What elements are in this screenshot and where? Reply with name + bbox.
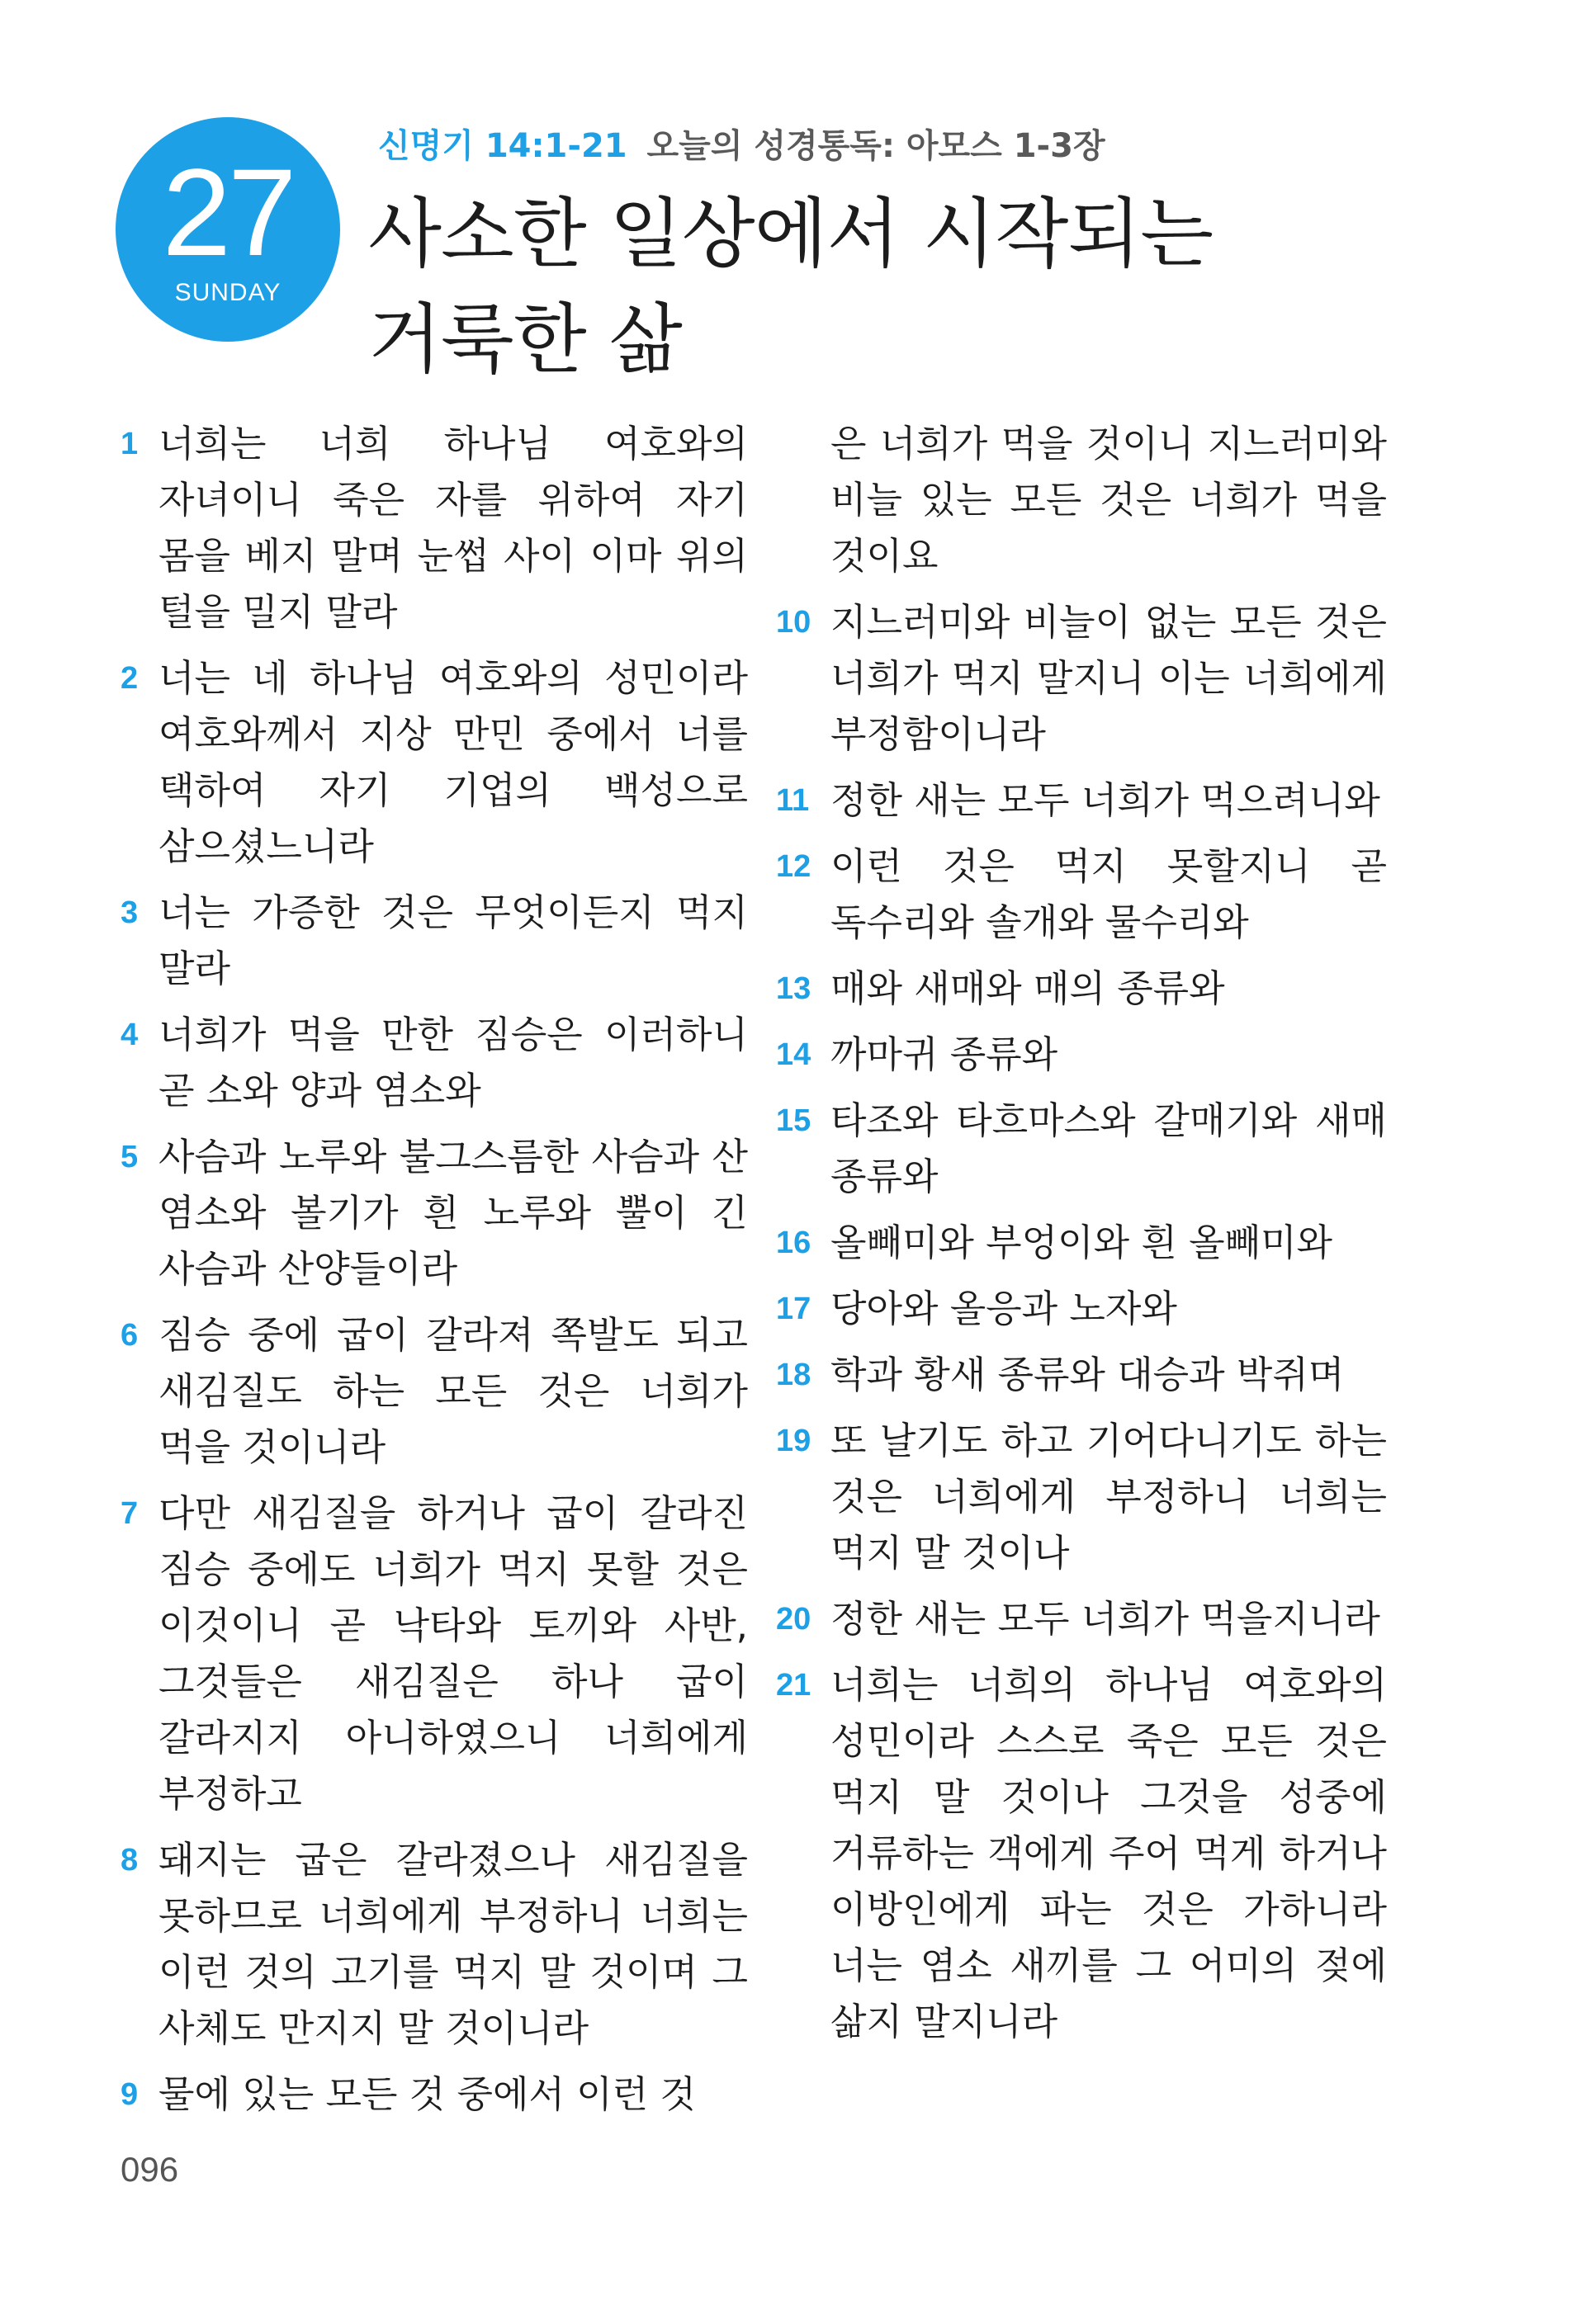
verse-number: 19 — [776, 1424, 811, 1458]
verse-text: 매와 새매와 매의 종류와 — [830, 966, 1225, 1010]
verse-text: 지느러미와 비늘이 없는 모든 것은 너희가 먹지 말지니 이는 너희에게 부정함이니라 — [830, 600, 1387, 756]
verse — [121, 1832, 748, 2057]
verse — [121, 1486, 748, 1822]
date-number: 27 — [162, 143, 294, 281]
verse-number: 2 — [121, 661, 139, 696]
verse-text: 너희가 먹을 만한 짐승은 이러하니 곧 소와 양과 염소와 — [158, 1013, 748, 1112]
verse-number: 13 — [776, 971, 811, 1006]
verse-number: 5 — [121, 1140, 139, 1174]
verse-text: 사슴과 노루와 불그스름한 사슴과 산 염소와 볼기가 흰 노루와 뿔이 긴 사슴과 산양들이라 — [158, 1135, 748, 1291]
verse-number: 18 — [776, 1358, 811, 1392]
title-line-2: 거룩한 삶 — [368, 295, 682, 384]
verse — [776, 838, 1387, 951]
verse-number: 11 — [776, 783, 810, 818]
verse-number: 12 — [776, 849, 811, 884]
verse — [776, 1347, 1387, 1403]
verse — [776, 1281, 1387, 1337]
date-badge — [116, 117, 340, 342]
verse — [776, 1591, 1387, 1647]
verse — [121, 650, 748, 875]
verse-number: 8 — [121, 1843, 139, 1878]
verse-text: 당아와 올응과 노자와 — [830, 1287, 1177, 1330]
verse — [776, 961, 1387, 1017]
reference-line — [378, 124, 1105, 168]
verse-text: 다만 새김질을 하거나 굽이 갈라진 짐승 중에도 너희가 먹지 못할 것은 이것이니 곧 낙타와 토끼와 사반, 그것들은 새김질은 하나 굽이 갈라지지 아니하였으니 너희에게 부정하고 — [158, 1491, 748, 1816]
verse — [121, 416, 748, 640]
left-column — [121, 416, 748, 2133]
verse-text: 너는 네 하나님 여호와의 성민이라 여호와께서 지상 만민 중에서 너를 택하여 자기 기업의 백성으로 삼으셨느니라 — [158, 656, 748, 868]
verse-number: 16 — [776, 1226, 811, 1260]
verse — [776, 1413, 1387, 1581]
verse-text: 학과 황새 종류와 대승과 박쥐며 — [830, 1353, 1345, 1396]
verse-number: 10 — [776, 605, 811, 640]
title-line-1: 사소한 일상에서 시작되는 — [368, 190, 1214, 278]
verse-text: 정한 새는 모두 너희가 먹으려니와 — [830, 778, 1380, 822]
verse-number: 6 — [121, 1318, 139, 1353]
verse-text: 너는 가증한 것은 무엇이든지 먹지 말라 — [158, 890, 748, 990]
verse-text: 짐승 중에 굽이 갈라져 쪽발도 되고 새김질도 하는 모든 것은 너희가 먹을 것이니라 — [158, 1313, 748, 1469]
verse-text: 정한 새는 모두 너희가 먹을지니라 — [830, 1597, 1380, 1641]
verse — [776, 772, 1387, 829]
verse — [776, 1657, 1387, 2050]
verse-number: 9 — [121, 2077, 139, 2112]
verse-number: 3 — [121, 895, 139, 930]
verse-text: 타조와 타흐마스와 갈매기와 새매 종류와 — [830, 1098, 1387, 1198]
verse-text: 올빼미와 부엉이와 흰 올빼미와 — [830, 1221, 1333, 1264]
verse-number: 15 — [776, 1103, 811, 1138]
verse-number: 14 — [776, 1037, 811, 1072]
verse — [121, 1307, 748, 1476]
scripture-reference: 신명기 14:1-21 — [378, 127, 627, 165]
verse-text: 물에 있는 모든 것 중에서 이런 것 — [158, 2072, 696, 2116]
verse — [776, 1093, 1387, 1205]
verse-text: 또 날기도 하고 기어다니기도 하는 것은 너희에게 부정하니 너희는 먹지 말 것이나 — [830, 1419, 1387, 1575]
date-day-label: SUNDAY — [174, 279, 282, 306]
verse-text: 너희는 너희 하나님 여호와의 자녀이니 죽은 자를 위하여 자기 몸을 베지 말며 눈썹 사이 이마 위의 털을 밀지 말라 — [158, 422, 749, 634]
page-number: 096 — [121, 2150, 179, 2189]
verse-number: 17 — [776, 1292, 811, 1326]
verse-number: 4 — [121, 1018, 139, 1052]
verse-text: 너희는 너희의 하나님 여호와의 성민이라 스스로 죽은 모든 것은 먹지 말 것이나 그것을 성중에 거류하는 객에게 주어 먹게 하거나 이방인에게 파는 것은 가하니라 너는 염소 새끼를 그 어미의 젖에 삶지 말지니라 — [830, 1663, 1387, 2043]
reading-plan: 오늘의 성경통독: 아모스 1-3장 — [646, 127, 1105, 165]
verse-number: 7 — [121, 1496, 139, 1531]
right-column — [776, 416, 1387, 2060]
verse — [121, 2067, 748, 2123]
verse-continuation — [776, 416, 1387, 584]
verse-text: 이런 것은 먹지 못할지니 곧 독수리와 솔개와 물수리와 — [830, 844, 1387, 944]
verse — [776, 594, 1387, 763]
verse-number: 1 — [121, 427, 139, 461]
verse-text: 은 너희가 먹을 것이니 지느러미와 비늘 있는 모든 것은 너희가 먹을 것이요 — [830, 422, 1387, 578]
page-title — [368, 182, 1213, 393]
verse-number: 21 — [776, 1668, 811, 1703]
verse-text: 돼지는 굽은 갈라졌으나 새김질을 못하므로 너희에게 부정하니 너희는 이런 것의 고기를 먹지 말 것이며 그 사체도 만지지 말 것이니라 — [158, 1838, 748, 2050]
verse — [121, 1129, 748, 1297]
verse — [121, 1007, 748, 1119]
verse — [776, 1027, 1387, 1083]
verse — [776, 1215, 1387, 1271]
verse-number: 20 — [776, 1602, 811, 1637]
verse — [121, 885, 748, 997]
verse-text: 까마귀 종류와 — [830, 1032, 1058, 1076]
